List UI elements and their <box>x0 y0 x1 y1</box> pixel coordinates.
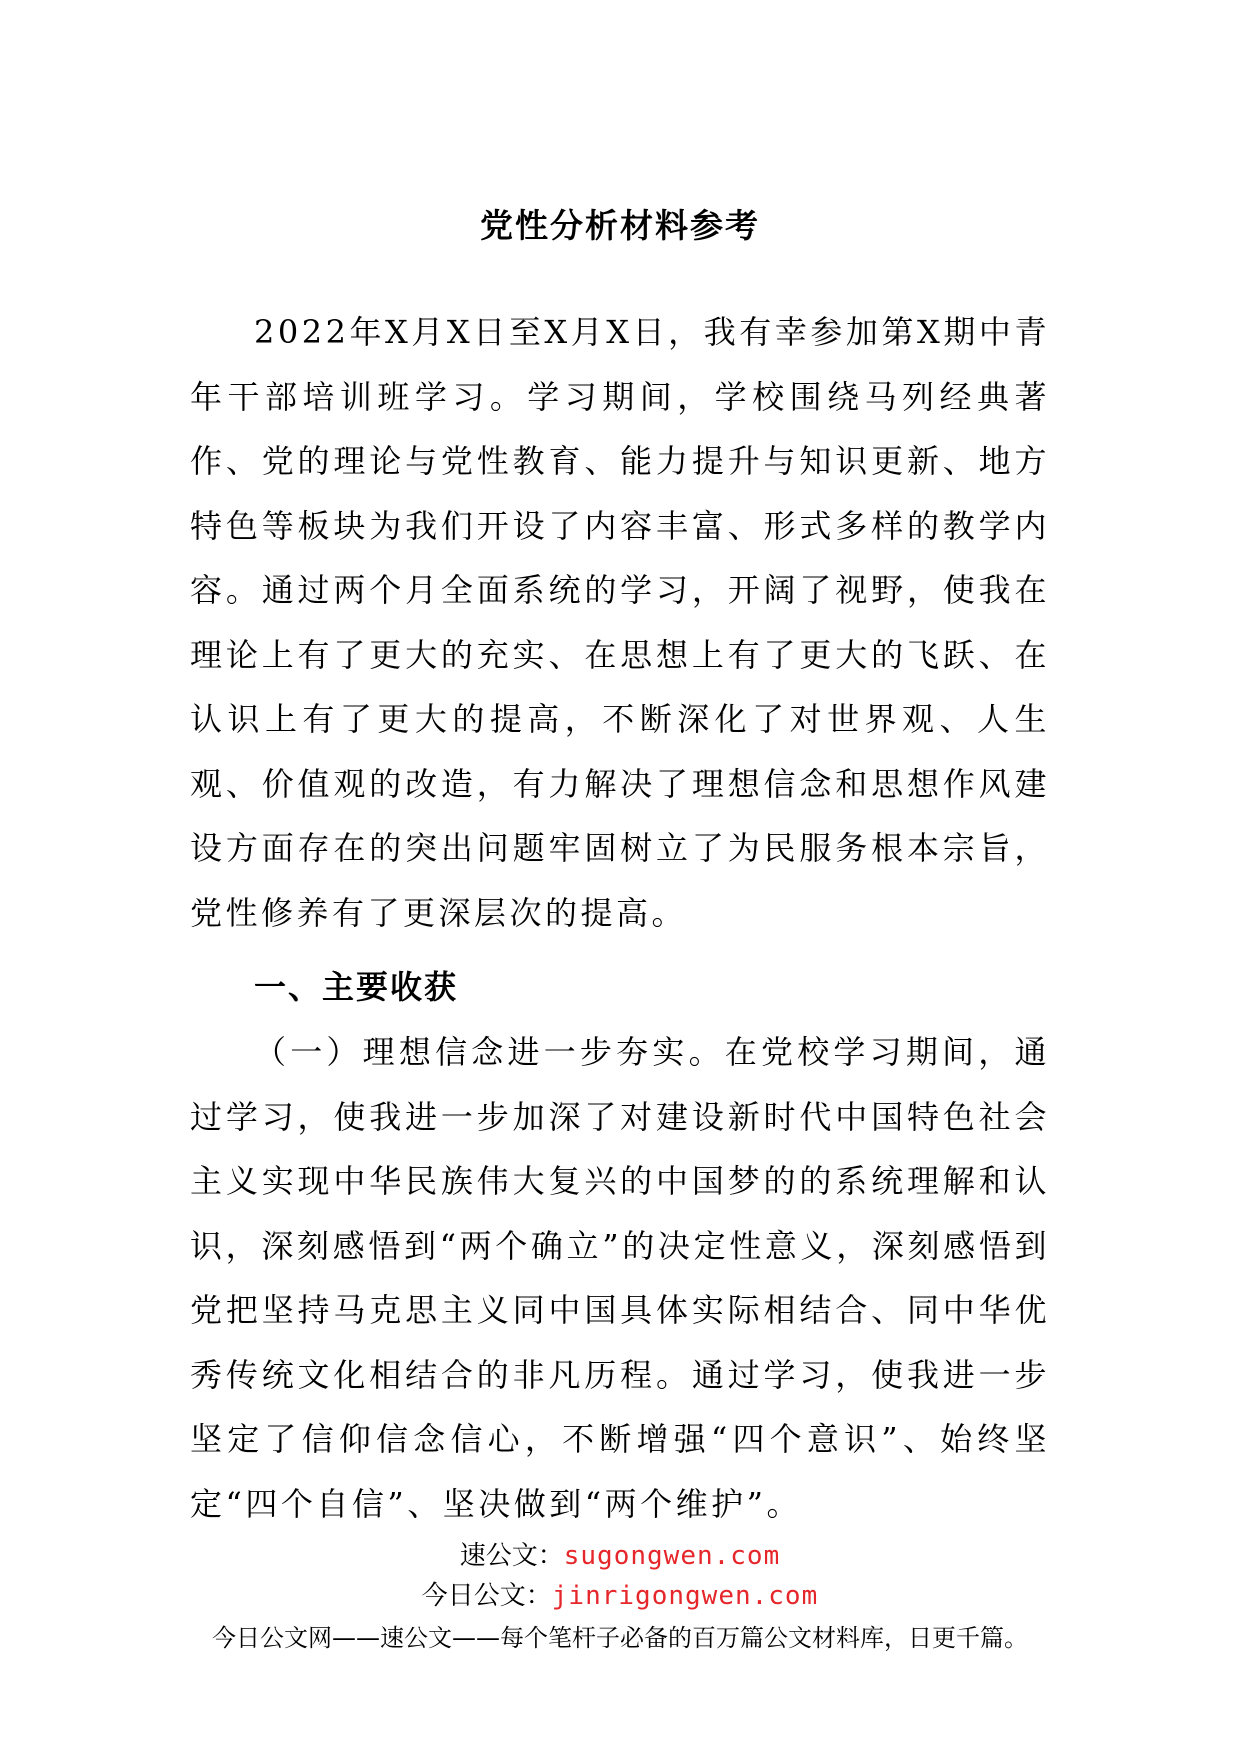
paragraph-ideals-beliefs: （一）理想信念进一步夯实。在党校学习期间，通过学习，使我进一步加深了对建设新时代中国特色社会主义实现中华民族伟大复兴的中国梦的的系统理解和认识，深刻感悟到“两个确立”的决定性意义，深刻感悟到党把坚持马克思主义同中国具体实际相结合、同中华优秀传统文化相结合的非凡历程。通过学习，使我进一步坚定了信仰信念信心，不断增强“四个意识”、始终坚定“四个自信”、坚决做到“两个维护”。 <box>190 1033 1050 1523</box>
section-heading-main-gains: 一、主要收获 <box>254 968 459 1006</box>
footer-slogan: 今日公文网——速公文——每个笔杆子必备的百万篇公文材料库，日更千篇。 <box>212 1624 1028 1652</box>
footer-sugongwen <box>0 1535 1240 1572</box>
footer-jinrigongwen-label: 今日公文： <box>421 1581 552 1611</box>
footer-sugongwen-label: 速公文： <box>459 1541 564 1571</box>
footer-jinrigongwen <box>0 1575 1240 1612</box>
footer-jinrigongwen-link[interactable]: jinrigongwen.com <box>551 1581 819 1611</box>
paragraph-intro: 2022年X月X日至X月X日，我有幸参加第X期中青年干部培训班学习。学习期间，学校围绕马列经典著作、党的理论与党性教育、能力提升与知识更新、地方特色等板块为我们开设了内容丰富、形式多样的教学内容。通过两个月全面系统的学习，开阔了视野，使我在理论上有了更大的充实、在思想上有了更大的飞跃、在认识上有了更大的提高，不断深化了对世界观、人生观、价值观的改造，有力解决了理想信念和思想作风建设方面存在的突出问题牢固树立了为民服务根本宗旨，党性修养有了更深层次的提高。 <box>190 313 1050 932</box>
document-title: 党性分析材料参考 <box>480 206 760 245</box>
footer-sugongwen-link[interactable]: sugongwen.com <box>563 1541 781 1571</box>
